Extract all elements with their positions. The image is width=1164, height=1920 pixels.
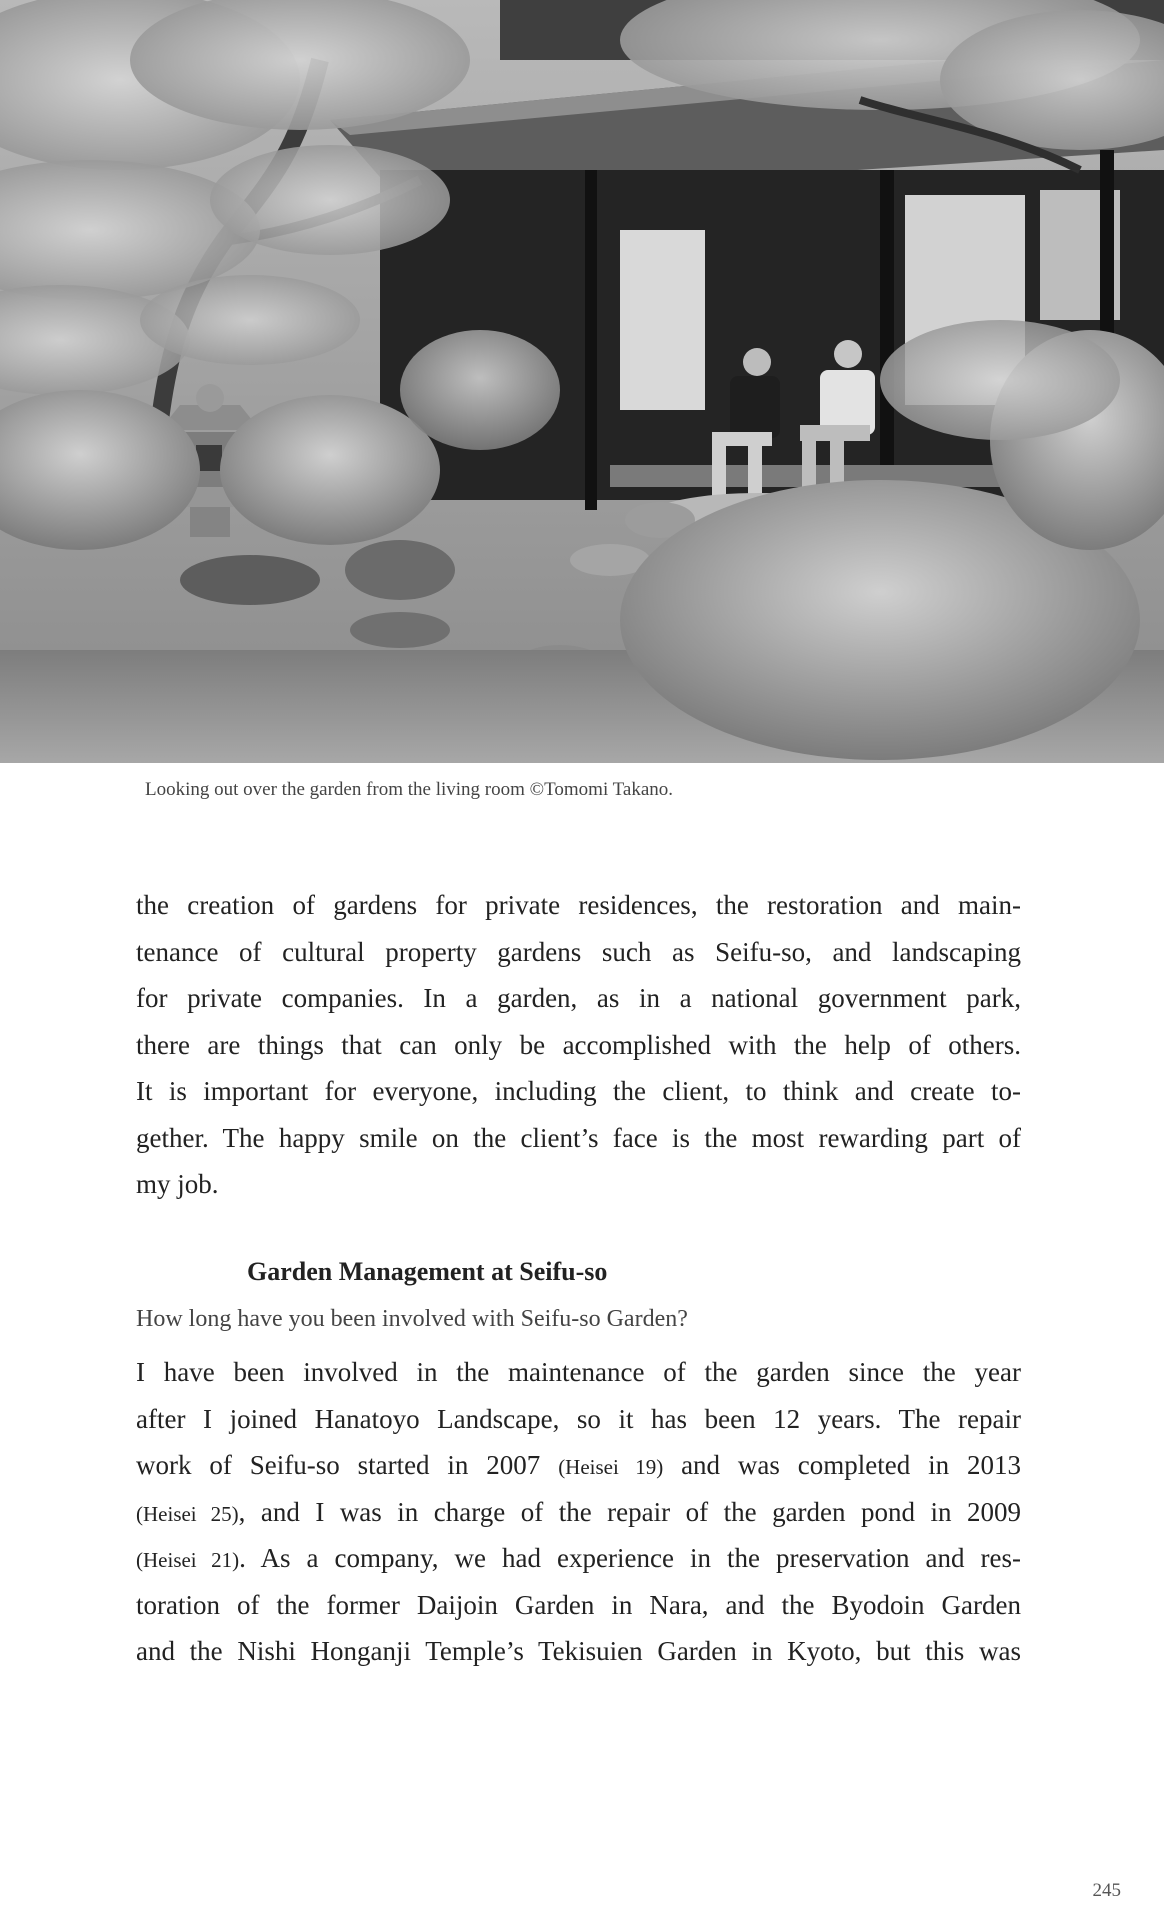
text-line: there are things that can only be accomplished with the help of others. <box>136 1029 1021 1060</box>
text-line: toration of the former Daijoin Garden in Nara, and the Byodoin Garden <box>136 1589 1021 1620</box>
text-line: gether. The happy smile on the client’s face is the most rewarding part of <box>136 1122 1021 1153</box>
shoji-panel <box>620 230 705 410</box>
text-line <box>136 1489 1021 1536</box>
text-line: tenance of cultural property gardens such as Seifu-so, and landscaping <box>136 936 1021 967</box>
text-line <box>136 1535 1021 1582</box>
era-note: (Heisei 25) <box>136 1501 239 1526</box>
garden-photo <box>0 0 1164 763</box>
body-paragraph <box>136 1349 1021 1675</box>
text-line <box>136 1442 1021 1489</box>
text-line: I have been involved in the maintenance of the garden since the year <box>136 1357 1021 1387</box>
text-fragment: . As a company, we had experience in the preservation and res- <box>239 1543 1021 1573</box>
era-note: (Heisei 19) <box>558 1455 664 1479</box>
interview-question: How long have you been involved with Seifu-so Garden? <box>136 1306 688 1332</box>
text-line: for private companies. In a garden, as in a national government park, <box>136 983 1021 1013</box>
text-line: my job. <box>136 1169 219 1199</box>
text-fragment: and was completed in 2013 <box>663 1450 1021 1480</box>
text-line: after I joined Hanatoyo Landscape, so it has been 12 years. The repair <box>136 1403 1021 1434</box>
body-paragraph <box>136 882 1021 1208</box>
garden-photo-illustration <box>0 0 1164 763</box>
text-fragment: , and I was in charge of the repair of the garden pond in 2009 <box>238 1496 1021 1527</box>
era-note: (Heisei 21) <box>136 1548 240 1572</box>
shrub <box>220 395 440 545</box>
page-number: 245 <box>1092 1880 1121 1901</box>
text-line: the creation of gardens for private residences, the restoration and main- <box>136 890 1021 920</box>
text-line: It is important for everyone, including the client, to think and create to- <box>136 1076 1021 1106</box>
section-heading: Garden Management at Seifu-so <box>247 1257 608 1286</box>
photo-caption: Looking out over the garden from the living room ©Tomomi Takano. <box>145 779 674 800</box>
text-fragment: work of Seifu-so started in 2007 <box>136 1450 559 1480</box>
text-line: and the Nishi Honganji Temple’s Tekisuien Garden in Kyoto, but this was <box>136 1636 1021 1666</box>
